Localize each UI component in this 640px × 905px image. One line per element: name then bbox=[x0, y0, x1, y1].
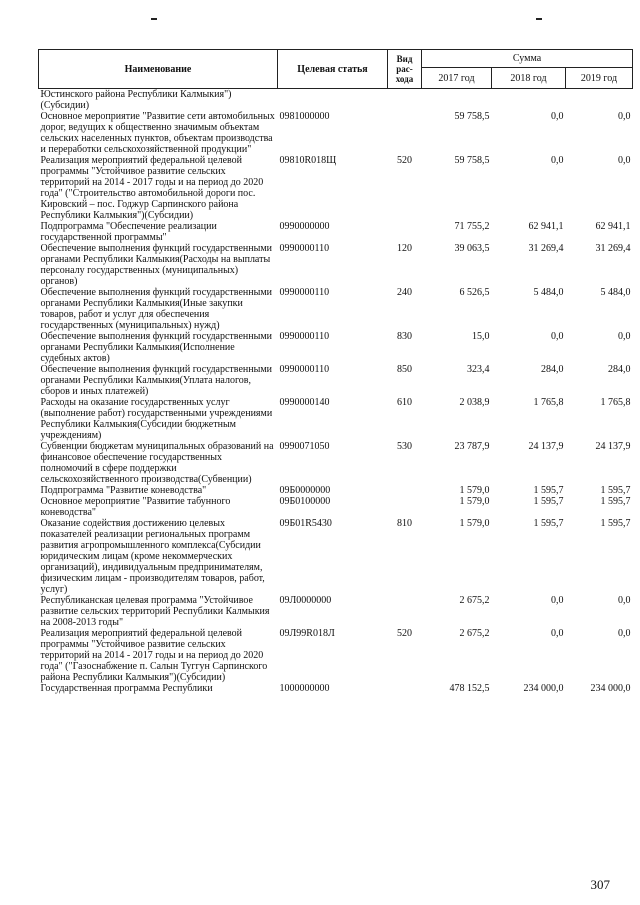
cell-code: 0990000110 bbox=[279, 243, 330, 254]
cell-name: Реализация мероприятий федеральной целевой программы "Устойчивое развитие сельских территорий на 2014 - 2017 годы и на период до 2020 года" ("Газоснабжение п. Салын Туггун Сарпинского района Республики Калмыкия")(Субсидии) bbox=[40, 628, 268, 683]
cell-v2019: 1 595,7 bbox=[600, 485, 631, 496]
table-row bbox=[39, 155, 633, 221]
cell-name: Обеспечение выполнения функций государственными органами Республики Калмыкия(Исполнение судебных актов) bbox=[40, 331, 273, 364]
cell-v2019: 0,0 bbox=[618, 628, 631, 639]
cell-v2019: 31 269,4 bbox=[595, 243, 631, 254]
cell-exp: 530 bbox=[397, 441, 412, 452]
table-row bbox=[39, 595, 633, 628]
cell-name: Оказание содействия достижению целевых показателей реализации региональных программ развития агропромышленного комплекса(Субсидии юридическим лицам (кроме некоммерческих организаций), индивидуальным предпринимателям, физическим лицам - производителям товаров, работ, услуг) bbox=[40, 518, 265, 595]
cell-v2018: 0,0 bbox=[551, 331, 564, 342]
cell-v2017 bbox=[422, 89, 492, 112]
cell-v2017: 15,0 bbox=[472, 331, 490, 342]
cell-name: Расходы на оказание государственных услуг (выполнение работ) государственными учреждениями Республики Калмыкия(Субсидии бюджетным учреждениям) bbox=[40, 397, 273, 441]
cell-v2017: 323,4 bbox=[467, 364, 490, 375]
cell-v2017: 2 038,9 bbox=[459, 397, 490, 408]
cell-v2018: 1 765,8 bbox=[533, 397, 564, 408]
cell-v2017: 2 675,2 bbox=[459, 595, 490, 606]
top-mark-left bbox=[151, 18, 157, 20]
table-row bbox=[39, 89, 633, 112]
cell-exp: 830 bbox=[397, 331, 412, 342]
cell-v2019: 1 595,7 bbox=[600, 518, 631, 529]
cell-code: 0990000110 bbox=[279, 364, 330, 375]
cell-code: 0990000110 bbox=[279, 331, 330, 342]
cell-name: Обеспечение выполнения функций государственными органами Республики Калмыкия(Расходы на выплаты персоналу государственных (муниципальных) органов) bbox=[40, 243, 273, 287]
cell-code: 0990000110 bbox=[279, 287, 330, 298]
cell-name: Подпрограмма "Развитие коневодства" bbox=[40, 485, 207, 496]
cell-exp bbox=[388, 111, 422, 155]
budget-table bbox=[38, 49, 633, 694]
cell-name: Юстинского района Республики Калмыкия")(Субсидии) bbox=[40, 89, 232, 111]
cell-v2018: 0,0 bbox=[551, 111, 564, 122]
cell-v2019: 0,0 bbox=[618, 595, 631, 606]
top-mark-right bbox=[536, 18, 542, 20]
cell-v2017: 71 755,2 bbox=[454, 221, 490, 232]
cell-v2018: 62 941,1 bbox=[528, 221, 564, 232]
cell-v2018: 5 484,0 bbox=[533, 287, 564, 298]
cell-exp: 120 bbox=[397, 243, 412, 254]
page-number: 307 bbox=[590, 877, 610, 892]
cell-code: 0990000140 bbox=[279, 397, 330, 408]
cell-v2018: 0,0 bbox=[551, 155, 564, 166]
cell-v2018: 0,0 bbox=[551, 595, 564, 606]
cell-v2019: 24 137,9 bbox=[595, 441, 631, 452]
cell-v2017: 59 758,5 bbox=[454, 111, 490, 122]
cell-name: Подпрограмма "Обеспечение реализации государственной программы" bbox=[40, 221, 217, 243]
cell-exp bbox=[388, 496, 422, 518]
table-row bbox=[39, 441, 633, 485]
cell-v2019: 284,0 bbox=[608, 364, 631, 375]
cell-exp: 610 bbox=[397, 397, 412, 408]
cell-code bbox=[278, 89, 388, 112]
header-2019: 2019 год bbox=[566, 68, 633, 89]
cell-v2017: 39 063,5 bbox=[454, 243, 490, 254]
table-row bbox=[39, 331, 633, 364]
cell-v2018: 24 137,9 bbox=[528, 441, 564, 452]
cell-exp bbox=[388, 683, 422, 694]
cell-v2018 bbox=[492, 89, 566, 112]
table-row bbox=[39, 628, 633, 683]
cell-exp bbox=[388, 595, 422, 628]
cell-code: 0990000000 bbox=[279, 221, 330, 232]
cell-v2019: 5 484,0 bbox=[600, 287, 631, 298]
table-row bbox=[39, 243, 633, 287]
cell-v2019: 234 000,0 bbox=[590, 683, 631, 694]
cell-v2017: 1 579,0 bbox=[459, 485, 490, 496]
cell-name: Реализация мероприятий федеральной целевой программы "Устойчивое развитие сельских территорий на 2014 - 2017 годы и на период до 2020 года" ("Строительство автомобильной дороги пос. Кировский – пос. Годжур Сарпинского района Республики Калмыкия")(Субсидии) bbox=[40, 155, 264, 221]
cell-v2019: 0,0 bbox=[618, 111, 631, 122]
cell-v2017: 1 579,0 bbox=[459, 518, 490, 529]
cell-exp: 520 bbox=[397, 155, 412, 166]
cell-v2018: 234 000,0 bbox=[523, 683, 564, 694]
cell-v2017: 1 579,0 bbox=[459, 496, 490, 507]
cell-exp bbox=[388, 485, 422, 496]
cell-v2019: 1 765,8 bbox=[600, 397, 631, 408]
header-sum: Сумма bbox=[422, 50, 633, 68]
cell-v2019: 0,0 bbox=[618, 331, 631, 342]
cell-v2017: 23 787,9 bbox=[454, 441, 490, 452]
cell-v2018: 1 595,7 bbox=[533, 485, 564, 496]
cell-code: 09Б0000000 bbox=[279, 485, 331, 496]
table-row bbox=[39, 287, 633, 331]
cell-name: Основное мероприятие "Развитие сети автомобильных дорог, ведущих к общественно значимым объектам сельских населенных пунктов, объектам производства и переработки сельскохозяйственной продукции" bbox=[40, 111, 275, 155]
cell-exp bbox=[388, 221, 422, 243]
cell-name: Основное мероприятие "Развитие табунного коневодства" bbox=[40, 496, 231, 518]
cell-v2019 bbox=[566, 89, 633, 112]
cell-v2019: 0,0 bbox=[618, 155, 631, 166]
cell-exp: 520 bbox=[397, 628, 412, 639]
table-row bbox=[39, 364, 633, 397]
cell-code: 09Б01R5430 bbox=[279, 518, 332, 529]
cell-exp: 810 bbox=[397, 518, 412, 529]
cell-code: 09Л99R018Л bbox=[279, 628, 335, 639]
table-row bbox=[39, 496, 633, 518]
table-row bbox=[39, 485, 633, 496]
table-body bbox=[39, 89, 633, 695]
cell-name: Республиканская целевая программа "Устойчивое развитие сельских территорий Республики Калмыкия на 2008-2013 годы" bbox=[40, 595, 270, 628]
cell-exp: 850 bbox=[397, 364, 412, 375]
cell-exp bbox=[388, 89, 422, 112]
table-row bbox=[39, 397, 633, 441]
cell-v2017: 478 152,5 bbox=[449, 683, 490, 694]
cell-code: 09Л0000000 bbox=[279, 595, 332, 606]
header-name: Наименование bbox=[39, 50, 278, 89]
cell-v2017: 59 758,5 bbox=[454, 155, 490, 166]
table-row bbox=[39, 518, 633, 595]
cell-code: 0981000000 bbox=[279, 111, 330, 122]
cell-name: Субвенции бюджетам муниципальных образований на финансовое обеспечение государственных полномочий в сфере поддержки сельскохозяйственного производства(Субвенции) bbox=[40, 441, 274, 485]
table-row bbox=[39, 683, 633, 694]
header-exp-type: Вид рас-хода bbox=[388, 50, 422, 89]
cell-v2019: 62 941,1 bbox=[595, 221, 631, 232]
cell-v2018: 0,0 bbox=[551, 628, 564, 639]
cell-name: Обеспечение выполнения функций государственными органами Республики Калмыкия(Иные закупки товаров, работ и услуг для обеспечения государственных (муниципальных) нужд) bbox=[40, 287, 273, 331]
cell-v2018: 31 269,4 bbox=[528, 243, 564, 254]
cell-code: 09810R018Щ bbox=[279, 155, 337, 166]
cell-exp: 240 bbox=[397, 287, 412, 298]
cell-v2018: 1 595,7 bbox=[533, 518, 564, 529]
cell-name: Государственная программа Республики bbox=[40, 683, 213, 694]
table-row bbox=[39, 221, 633, 243]
table-row bbox=[39, 111, 633, 155]
table-header bbox=[39, 50, 633, 89]
cell-code: 1000000000 bbox=[279, 683, 330, 694]
header-2018: 2018 год bbox=[492, 68, 566, 89]
header-article: Целевая статья bbox=[278, 50, 388, 89]
cell-code: 09Б0100000 bbox=[279, 496, 331, 507]
cell-v2019: 1 595,7 bbox=[600, 496, 631, 507]
cell-v2017: 6 526,5 bbox=[459, 287, 490, 298]
cell-code: 0990071050 bbox=[279, 441, 330, 452]
cell-v2018: 1 595,7 bbox=[533, 496, 564, 507]
cell-v2017: 2 675,2 bbox=[459, 628, 490, 639]
header-2017: 2017 год bbox=[422, 68, 492, 89]
cell-name: Обеспечение выполнения функций государственными органами Республики Калмыкия(Уплата налогов, сборов и иных платежей) bbox=[40, 364, 273, 397]
cell-v2018: 284,0 bbox=[541, 364, 564, 375]
